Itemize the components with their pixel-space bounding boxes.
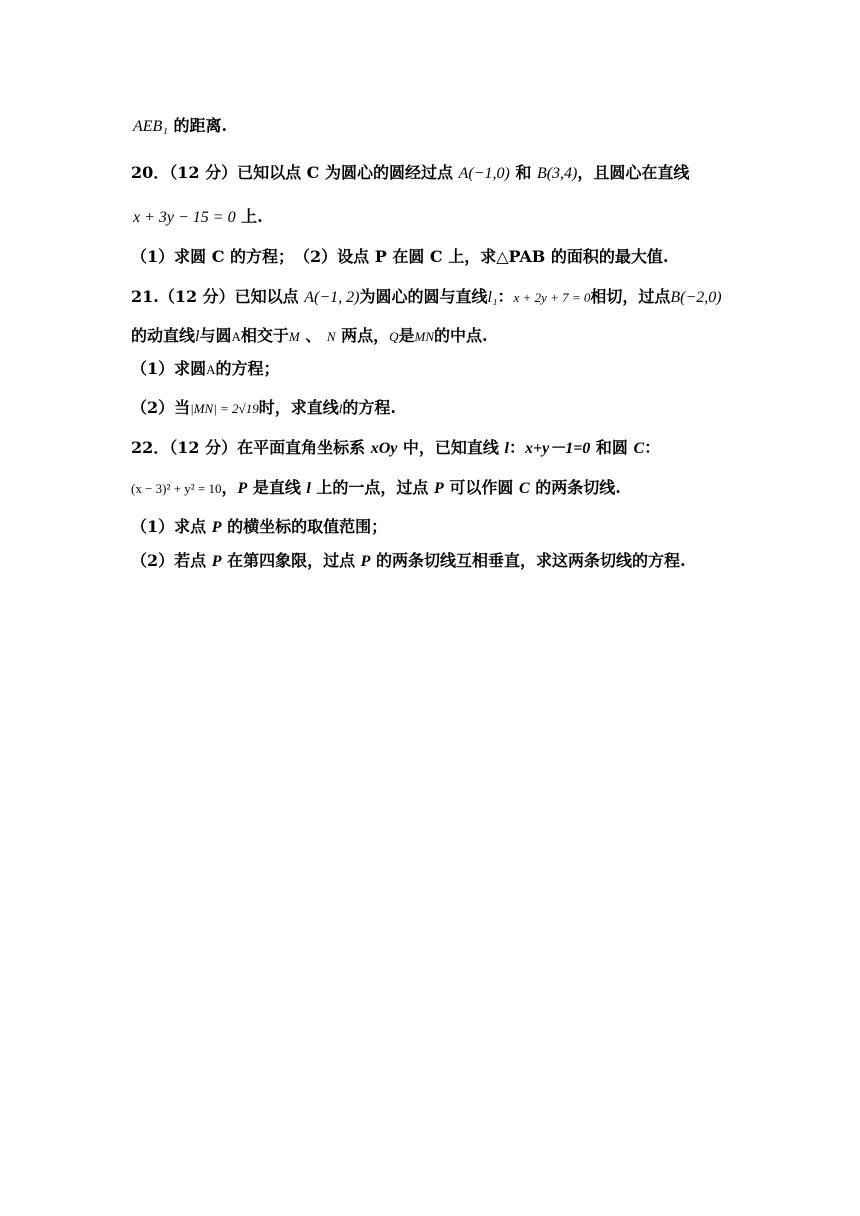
q21-line-equation: x + 2y + 7 = 0 [513, 290, 591, 305]
q22-p-1: P [237, 480, 248, 497]
q22-l: l [504, 440, 509, 457]
q21-l2-n: N [326, 329, 336, 344]
q22-text-5: ： [644, 438, 661, 457]
q22-s1-text-b: 的横坐标的取值范围； [221, 517, 388, 536]
q21-l2-q: Q [389, 329, 399, 344]
question-21-subpart-2 [131, 397, 396, 420]
q22-text-1: 22．（12 分）在平面直角坐标系 [131, 438, 371, 457]
q21-l2-text-f: 是 [398, 326, 415, 345]
q21-l2-text-e: 两点， [335, 326, 390, 345]
q21-s2-l: l [338, 401, 343, 416]
q22-xoy: xOy [370, 440, 398, 457]
q21-text-2: 为圆心的圆与直线 [359, 287, 488, 306]
q22-l-2: l [306, 480, 311, 497]
q21-l2-l: l [195, 328, 200, 345]
q21-point-b: B(−2,0) [670, 289, 722, 306]
q21-l2-mn: MN [414, 329, 435, 344]
q21-text-4: 相切，过点 [590, 287, 671, 306]
q22-c1: ， [221, 478, 238, 497]
q22-c4: 可以作圆 [443, 478, 519, 497]
math-aeb1: AEB₁ [133, 118, 168, 135]
q21-l2-text-a: 的动直线 [131, 326, 196, 345]
text-line-aeb [133, 115, 227, 138]
q21-s2-text-b: 时，求直线 [258, 398, 339, 417]
q20-text-3: ，且圆心在直线 [577, 163, 690, 182]
q22-c2: 是直线 [247, 478, 307, 497]
question-21-line-2 [131, 325, 488, 348]
q21-s2-text-a: （2）当 [131, 398, 191, 417]
q22-s2-text-a: （2）若点 [131, 551, 212, 570]
q22-s2-text-c: 的两条切线互相垂直，求这两条切线的方程. [370, 551, 686, 570]
question-22-line-2 [131, 477, 621, 500]
q22-text-2: 中，已知直线 [397, 438, 505, 457]
q22-text-3: ： [508, 438, 525, 457]
q20-point-a: A(−1,0) [458, 165, 510, 182]
q22-circle-equation: (x − 3)² + y² = 10 [131, 481, 222, 496]
q20-line-equation: x + 3y − 15 = 0 [133, 209, 236, 226]
q21-text-1: 21.（12 分）已知以点 [131, 287, 305, 306]
q21-s1-text-a: （1）求圆 [131, 359, 207, 378]
question-22-subpart-2 [131, 550, 686, 573]
q22-s1-p: P [211, 519, 222, 536]
q20-text-1: 20．（12 分）已知以点 C 为圆心的圆经过点 [131, 163, 459, 182]
q21-point-a: A(−1, 2) [304, 289, 360, 306]
question-20-subparts [131, 246, 668, 268]
question-21-line-1 [131, 286, 722, 309]
q21-l2-m: M [288, 329, 300, 344]
q20-text-2: 和 [509, 163, 537, 182]
q21-l2-text-b: 与圆 [199, 326, 232, 345]
q21-l2-text-d: 、 [299, 326, 327, 345]
q21-line-l1: l₁ [487, 289, 498, 306]
q21-l2-text-g: 的中点. [434, 326, 488, 345]
q22-c-2: C [518, 480, 530, 497]
q22-c5: 的两条切线. [529, 478, 621, 497]
q22-s2-p-2: P [360, 553, 371, 570]
question-20-line-1 [131, 162, 689, 185]
q21-s1-a: A [206, 362, 216, 377]
q20-subparts-text: （1）求圆 C 的方程； （2）设点 P 在圆 C 上，求△PAB 的面积的最大值. [131, 247, 669, 266]
question-20-line-2 [133, 206, 263, 229]
q22-c3: 上的一点，过点 [310, 478, 435, 497]
q21-text-3: ： [497, 287, 514, 306]
q22-p-2: P [434, 480, 444, 497]
q22-s2-text-b: 在第四象限，过点 [221, 551, 361, 570]
q22-text-4: 和圆 [590, 438, 634, 457]
q22-s1-text-a: （1）求点 [131, 517, 212, 536]
q21-s2-text-c: 的方程. [342, 398, 396, 417]
question-22-subpart-1 [131, 516, 387, 539]
q22-c: C [633, 440, 645, 457]
q22-line-equation: x+y－1=0 [524, 440, 591, 457]
question-21-subpart-1 [131, 358, 280, 381]
q21-s1-text-b: 的方程； [215, 359, 280, 378]
q21-l2-a: A [231, 329, 241, 344]
q22-s2-p: P [211, 553, 222, 570]
q20-point-b: B(3,4) [536, 165, 578, 182]
q21-l2-text-c: 相交于 [240, 326, 289, 345]
text-fragment: 的距离. [167, 116, 228, 135]
q21-s2-mn-expression: |MN| = 2√19 [190, 401, 259, 416]
question-22-line-1 [131, 437, 660, 460]
q20-text-4: 上. [235, 207, 263, 226]
